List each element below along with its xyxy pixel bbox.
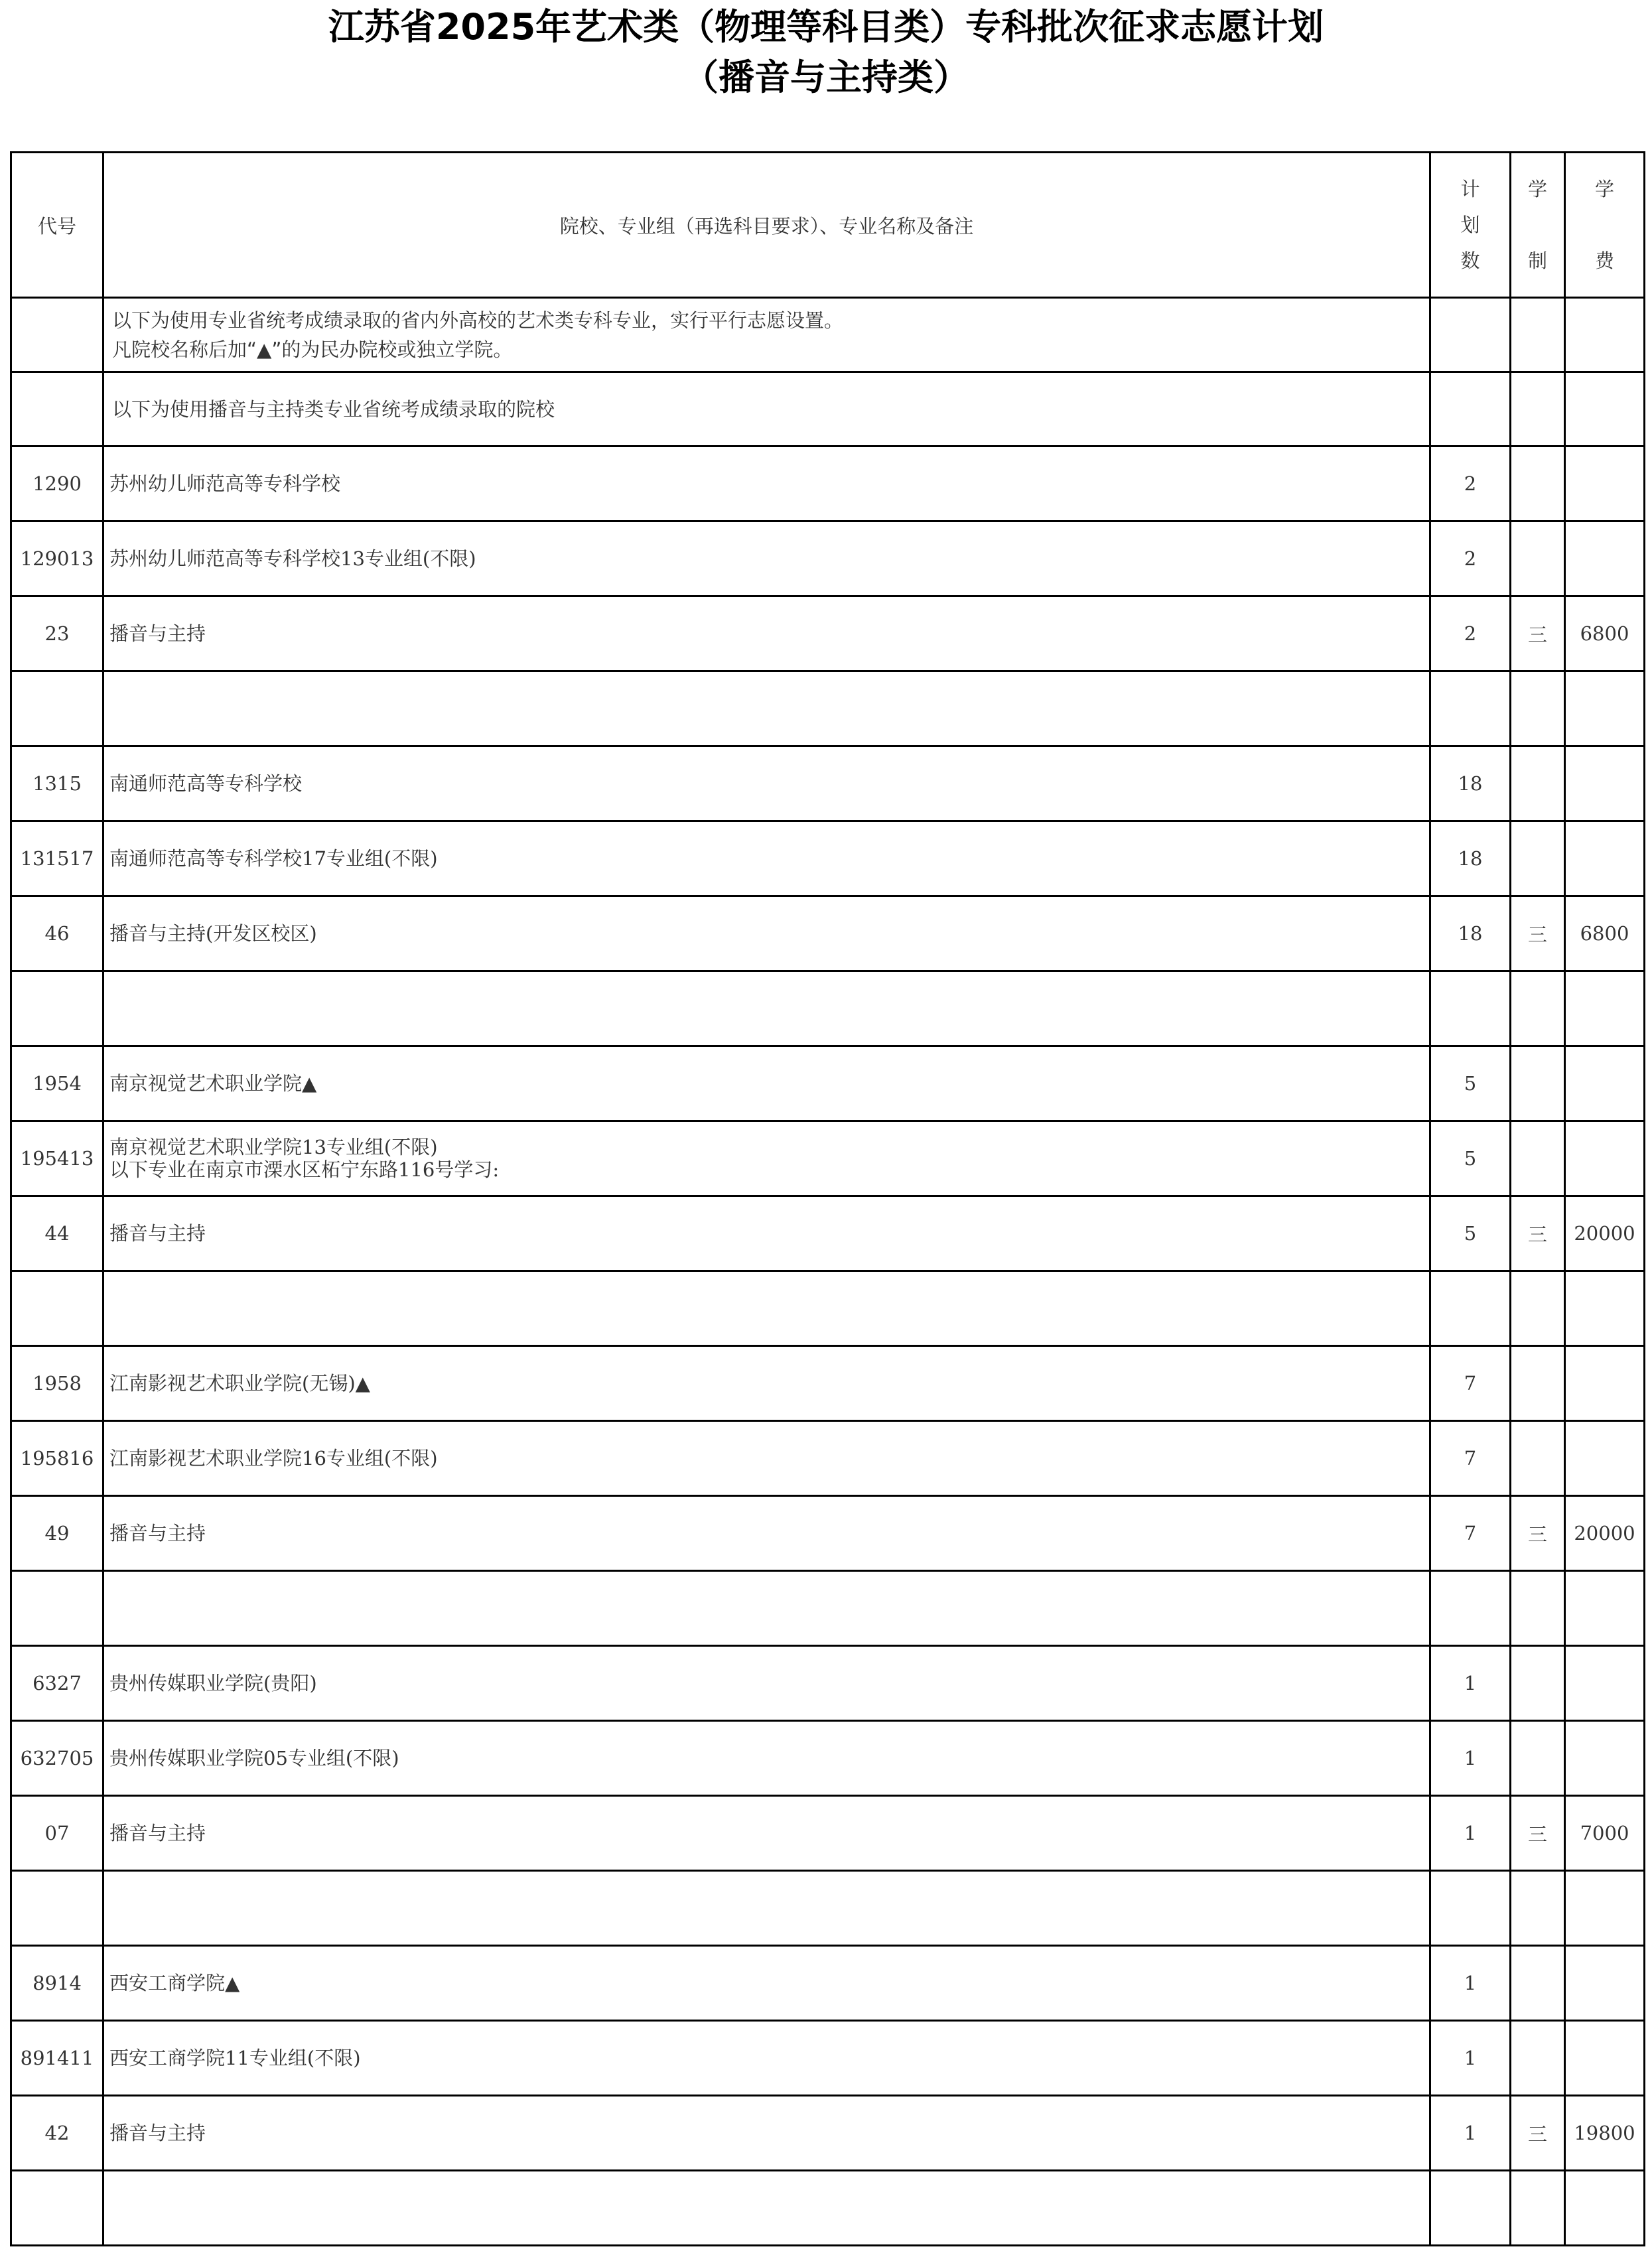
row-fee — [1565, 2021, 1645, 2096]
table-row — [11, 1871, 1645, 1946]
row-code: 632705 — [11, 1721, 103, 1796]
row-description — [103, 2096, 1430, 2171]
table-row — [11, 1721, 1645, 1796]
note-row — [11, 372, 1645, 447]
row-fee — [1565, 1046, 1645, 1121]
row-plan-count: 18 — [1430, 896, 1511, 971]
note-text — [103, 298, 1430, 372]
row-fee — [1565, 821, 1645, 896]
row-years: 三 — [1511, 1496, 1565, 1571]
row-years: 三 — [1511, 2096, 1565, 2171]
row-code: 8914 — [11, 1946, 103, 2021]
row-plan-count — [1430, 1571, 1511, 1646]
row-fee: 19800 — [1565, 2096, 1645, 2171]
row-years — [1511, 521, 1565, 596]
row-code — [11, 671, 103, 746]
row-description-line: 贵州传媒职业学院(贵阳) — [109, 1672, 317, 1694]
row-code: 1290 — [11, 447, 103, 521]
table-row — [11, 1421, 1645, 1496]
row-description — [103, 1646, 1430, 1721]
row-description-line: 苏州幼儿师范高等专科学校13专业组(不限) — [109, 547, 476, 570]
note-years-cell — [1511, 298, 1565, 372]
row-fee — [1565, 447, 1645, 521]
row-fee: 7000 — [1565, 1796, 1645, 1871]
row-description-line: 苏州幼儿师范高等专科学校 — [109, 472, 341, 495]
table-row — [11, 2171, 1645, 2246]
row-plan-count: 2 — [1430, 596, 1511, 671]
table-row — [11, 1271, 1645, 1346]
table-row — [11, 1496, 1645, 1571]
document-title — [0, 0, 1652, 151]
row-code: 07 — [11, 1796, 103, 1871]
row-years — [1511, 1046, 1565, 1121]
row-description-line: 贵州传媒职业学院05专业组(不限) — [109, 1747, 399, 1769]
row-code: 44 — [11, 1196, 103, 1271]
row-description — [103, 671, 1430, 746]
row-description — [103, 746, 1430, 821]
row-plan-count: 18 — [1430, 746, 1511, 821]
row-description-line: 南通师范高等专科学校 — [109, 772, 303, 795]
row-years: 三 — [1511, 1196, 1565, 1271]
row-plan-count — [1430, 1871, 1511, 1946]
row-code: 23 — [11, 596, 103, 671]
row-code: 1958 — [11, 1346, 103, 1421]
row-description — [103, 596, 1430, 671]
header-fee — [1565, 153, 1645, 298]
row-fee — [1565, 1121, 1645, 1196]
row-description — [103, 1946, 1430, 2021]
table-body — [11, 153, 1645, 2246]
row-description-line: 播音与主持(开发区校区) — [109, 922, 317, 945]
header-plan-char: 计 — [1460, 178, 1480, 200]
row-code: 131517 — [11, 821, 103, 896]
row-description — [103, 1046, 1430, 1121]
row-description — [103, 2171, 1430, 2246]
row-years — [1511, 971, 1565, 1046]
row-fee — [1565, 1721, 1645, 1796]
note-row — [11, 298, 1645, 372]
row-years — [1511, 1271, 1565, 1346]
row-description — [103, 971, 1430, 1046]
row-plan-count — [1430, 2171, 1511, 2246]
row-description-line: 播音与主持 — [109, 1522, 206, 1545]
row-plan-count: 1 — [1430, 2096, 1511, 2171]
row-years — [1511, 1121, 1565, 1196]
table-row — [11, 1571, 1645, 1646]
row-years — [1511, 1871, 1565, 1946]
row-code: 49 — [11, 1496, 103, 1571]
row-years: 三 — [1511, 596, 1565, 671]
row-description — [103, 1871, 1430, 1946]
row-description — [103, 1346, 1430, 1421]
header-fee-char: 学 — [1594, 178, 1614, 200]
row-plan-count: 1 — [1430, 1946, 1511, 2021]
row-description — [103, 1796, 1430, 1871]
row-description-line: 南京视觉艺术职业学院13专业组(不限) — [109, 1136, 438, 1158]
row-plan-count: 7 — [1430, 1346, 1511, 1421]
row-plan-count: 5 — [1430, 1121, 1511, 1196]
row-description-line: 江南影视艺术职业学院(无锡)▲ — [109, 1372, 370, 1395]
table-row — [11, 1046, 1645, 1121]
row-code — [11, 1871, 103, 1946]
row-description — [103, 896, 1430, 971]
row-description-line: 西安工商学院11专业组(不限) — [109, 2047, 361, 2069]
table-row — [11, 746, 1645, 821]
header-years-char: 制 — [1527, 249, 1547, 272]
note-fee-cell — [1565, 372, 1645, 447]
header-plan-count — [1430, 153, 1511, 298]
header-plan-char: 数 — [1460, 249, 1480, 272]
row-code: 6327 — [11, 1646, 103, 1721]
row-description — [103, 2021, 1430, 2096]
row-plan-count: 1 — [1430, 1721, 1511, 1796]
row-code: 891411 — [11, 2021, 103, 2096]
row-code — [11, 1571, 103, 1646]
row-years — [1511, 1721, 1565, 1796]
row-fee — [1565, 2171, 1645, 2246]
row-code: 46 — [11, 896, 103, 971]
row-years — [1511, 821, 1565, 896]
header-description: 院校、专业组（再选科目要求）、专业名称及备注 — [103, 153, 1430, 298]
table-row — [11, 2021, 1645, 2096]
row-years: 三 — [1511, 1796, 1565, 1871]
row-description — [103, 1421, 1430, 1496]
table-row — [11, 1196, 1645, 1271]
table-row — [11, 1121, 1645, 1196]
row-fee: 6800 — [1565, 596, 1645, 671]
note-plan-cell — [1430, 372, 1511, 447]
note-line: 以下为使用播音与主持类专业省统考成绩录取的院校 — [112, 397, 555, 421]
table-row — [11, 521, 1645, 596]
note-plan-cell — [1430, 298, 1511, 372]
row-code: 195413 — [11, 1121, 103, 1196]
row-fee: 20000 — [1565, 1196, 1645, 1271]
row-years — [1511, 1571, 1565, 1646]
row-description — [103, 1121, 1430, 1196]
row-code — [11, 2171, 103, 2246]
row-years — [1511, 671, 1565, 746]
row-plan-count: 1 — [1430, 2021, 1511, 2096]
row-plan-count: 2 — [1430, 521, 1511, 596]
note-line: 以下为使用专业省统考成绩录取的省内外高校的艺术类专科专业，实行平行志愿设置。 — [112, 309, 844, 332]
title-line-2: （播音与主持类） — [683, 56, 969, 98]
row-years — [1511, 1646, 1565, 1721]
row-fee — [1565, 746, 1645, 821]
table-header-row — [11, 153, 1645, 298]
header-plan-char: 划 — [1460, 214, 1480, 236]
enrollment-plan-table — [10, 151, 1645, 2246]
note-years-cell — [1511, 372, 1565, 447]
row-code: 195816 — [11, 1421, 103, 1496]
row-fee — [1565, 1571, 1645, 1646]
row-description-line: 南通师范高等专科学校17专业组(不限) — [109, 847, 438, 870]
row-description-line: 江南影视艺术职业学院16专业组(不限) — [109, 1447, 438, 1470]
row-description — [103, 1271, 1430, 1346]
table-row — [11, 971, 1645, 1046]
row-fee — [1565, 671, 1645, 746]
row-years — [1511, 2171, 1565, 2246]
note-line: 凡院校名称后加“▲”的为民办院校或独立学院。 — [112, 338, 513, 361]
row-fee — [1565, 1871, 1645, 1946]
table-row — [11, 2096, 1645, 2171]
row-code: 1954 — [11, 1046, 103, 1121]
row-plan-count — [1430, 1271, 1511, 1346]
row-description-line: 播音与主持 — [109, 622, 206, 645]
row-fee — [1565, 1646, 1645, 1721]
title-line-1: 江苏省2025年艺术类（物理等科目类）专科批次征求志愿计划 — [328, 6, 1324, 48]
note-code-cell — [11, 298, 103, 372]
table-row — [11, 821, 1645, 896]
row-years — [1511, 447, 1565, 521]
table-row — [11, 447, 1645, 521]
row-fee: 20000 — [1565, 1496, 1645, 1571]
row-description — [103, 1571, 1430, 1646]
row-fee — [1565, 521, 1645, 596]
row-code — [11, 971, 103, 1046]
row-description-line: 播音与主持 — [109, 1222, 206, 1245]
row-code: 42 — [11, 2096, 103, 2171]
header-years — [1511, 153, 1565, 298]
row-years — [1511, 746, 1565, 821]
row-code: 1315 — [11, 746, 103, 821]
header-code: 代号 — [11, 153, 103, 298]
note-text — [103, 372, 1430, 447]
row-description — [103, 1196, 1430, 1271]
row-years — [1511, 1346, 1565, 1421]
row-years — [1511, 1946, 1565, 2021]
row-description — [103, 1721, 1430, 1796]
row-years — [1511, 2021, 1565, 2096]
row-description — [103, 1496, 1430, 1571]
row-fee: 6800 — [1565, 896, 1645, 971]
table-row — [11, 596, 1645, 671]
table-row — [11, 1346, 1645, 1421]
header-years-char: 学 — [1527, 178, 1547, 200]
row-description — [103, 521, 1430, 596]
row-fee — [1565, 971, 1645, 1046]
row-plan-count — [1430, 671, 1511, 746]
row-plan-count: 7 — [1430, 1421, 1511, 1496]
row-description-line: 以下专业在南京市溧水区柘宁东路116号学习: — [109, 1158, 500, 1181]
row-code: 129013 — [11, 521, 103, 596]
row-years: 三 — [1511, 896, 1565, 971]
row-plan-count: 2 — [1430, 447, 1511, 521]
row-description-line: 西安工商学院▲ — [109, 1972, 240, 1994]
row-fee — [1565, 1421, 1645, 1496]
row-description — [103, 821, 1430, 896]
table-row — [11, 671, 1645, 746]
row-description-line: 南京视觉艺术职业学院▲ — [109, 1072, 317, 1095]
row-code — [11, 1271, 103, 1346]
row-plan-count: 1 — [1430, 1796, 1511, 1871]
row-plan-count: 5 — [1430, 1046, 1511, 1121]
row-plan-count — [1430, 971, 1511, 1046]
table-row — [11, 896, 1645, 971]
header-fee-char: 费 — [1594, 249, 1614, 272]
note-fee-cell — [1565, 298, 1645, 372]
note-code-cell — [11, 372, 103, 447]
row-plan-count: 5 — [1430, 1196, 1511, 1271]
row-fee — [1565, 1346, 1645, 1421]
row-years — [1511, 1421, 1565, 1496]
row-description-line: 播音与主持 — [109, 1822, 206, 1844]
row-plan-count: 1 — [1430, 1646, 1511, 1721]
table-row — [11, 1796, 1645, 1871]
row-plan-count: 7 — [1430, 1496, 1511, 1571]
row-plan-count: 18 — [1430, 821, 1511, 896]
table-row — [11, 1646, 1645, 1721]
table-row — [11, 1946, 1645, 2021]
row-description-line: 播音与主持 — [109, 2122, 206, 2144]
row-fee — [1565, 1946, 1645, 2021]
row-fee — [1565, 1271, 1645, 1346]
row-description — [103, 447, 1430, 521]
